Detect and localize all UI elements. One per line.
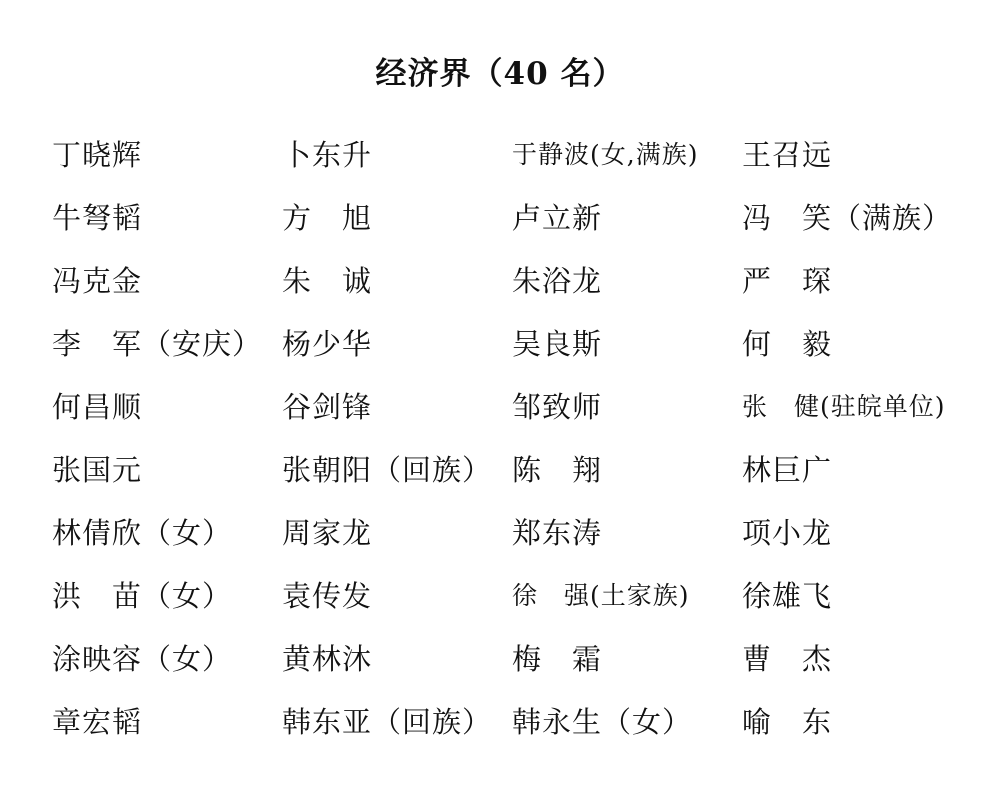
list-item: 项小龙 <box>742 516 833 550</box>
list-item: 郑东涛 <box>512 516 603 550</box>
list-item: 徐 强(土家族) <box>512 581 690 610</box>
list-item: 张 健(驻皖单位) <box>742 392 946 421</box>
list-item: 韩永生（女） <box>512 705 693 739</box>
list-item: 黄林沐 <box>282 642 373 676</box>
list-item: 何 毅 <box>742 327 833 361</box>
list-item: 吴良斯 <box>512 327 603 361</box>
list-item: 方 旭 <box>282 201 373 235</box>
list-item: 喻 东 <box>742 705 833 739</box>
list-item: 丁晓辉 <box>52 138 143 172</box>
list-item: 朱浴龙 <box>512 264 603 298</box>
list-item: 卢立新 <box>512 201 603 235</box>
list-item: 杨少华 <box>282 327 373 361</box>
list-item: 何昌顺 <box>52 390 143 424</box>
list-item: 牛弩韬 <box>52 201 143 235</box>
list-item: 韩东亚（回族） <box>282 705 493 739</box>
list-item: 邹致师 <box>512 390 603 424</box>
list-item: 陈 翔 <box>512 453 603 487</box>
page-title: 经济界（40 名） <box>375 56 625 92</box>
list-item: 李 军（安庆） <box>52 327 263 361</box>
list-item: 于静波(女,满族) <box>512 140 699 169</box>
list-item: 朱 诚 <box>282 264 373 298</box>
list-item: 梅 霜 <box>512 642 603 676</box>
list-item: 洪 苗（女） <box>52 579 233 613</box>
list-item: 卜东升 <box>282 138 373 172</box>
list-item: 林巨广 <box>742 453 833 487</box>
list-item: 王召远 <box>742 138 833 172</box>
list-item: 张朝阳（回族） <box>282 453 493 487</box>
list-item: 冯克金 <box>52 264 143 298</box>
list-item: 曹 杰 <box>742 642 833 676</box>
list-item: 章宏韬 <box>52 705 143 739</box>
list-item: 张国元 <box>52 453 143 487</box>
list-item: 涂映容（女） <box>52 642 233 676</box>
name-list <box>52 134 972 764</box>
list-item: 袁传发 <box>282 579 373 613</box>
list-item: 严 琛 <box>742 264 833 298</box>
list-item: 林倩欣（女） <box>52 516 233 550</box>
list-item: 徐雄飞 <box>742 579 833 613</box>
list-item: 冯 笑（满族） <box>742 201 953 235</box>
list-item: 周家龙 <box>282 516 373 550</box>
list-item: 谷剑锋 <box>282 390 373 424</box>
